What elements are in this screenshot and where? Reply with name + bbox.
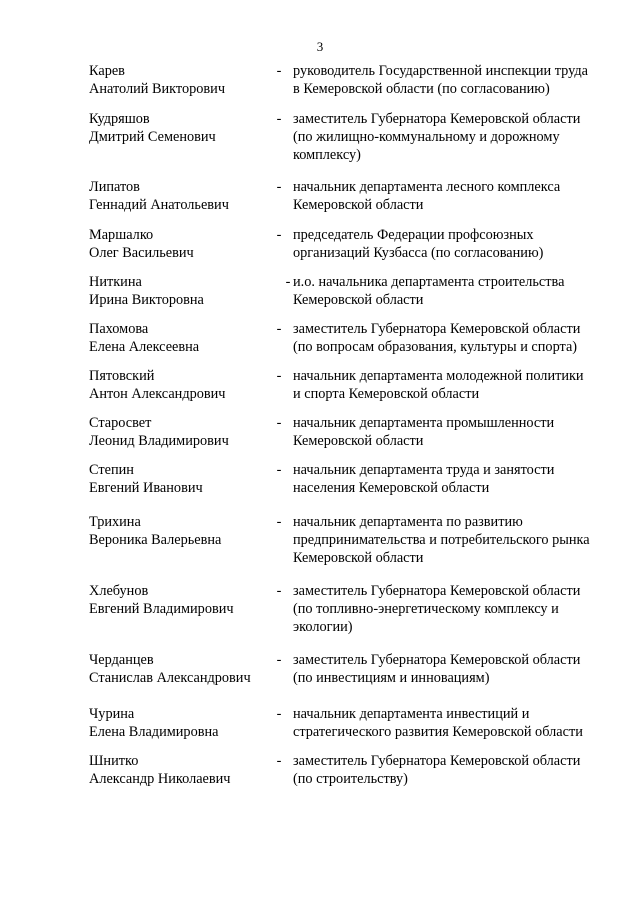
- list-item: [89, 178, 619, 214]
- role-line: руководитель Государственной инспекции труда: [293, 63, 588, 79]
- member-name: [89, 752, 265, 788]
- member-surname: Трихина: [89, 514, 141, 530]
- member-role: [293, 273, 619, 309]
- member-role: [293, 367, 619, 403]
- member-name: [89, 110, 265, 146]
- list-item: [89, 461, 619, 497]
- role-line: начальник департамента молодежной политики: [293, 368, 584, 384]
- member-name: [89, 705, 265, 741]
- member-role: [293, 582, 619, 636]
- separator-dash: -: [276, 706, 282, 722]
- list-item: [89, 367, 619, 403]
- role-line: комплексу): [293, 147, 361, 163]
- member-surname: Старосвет: [89, 415, 152, 431]
- member-given-name: Елена Алексеевна: [89, 339, 200, 355]
- role-line: начальник департамента инвестиций и: [293, 706, 530, 722]
- member-given-name: Александр Николаевич: [89, 771, 231, 787]
- list-item: [89, 752, 619, 788]
- role-line: Кемеровской области: [293, 292, 424, 308]
- member-given-name: Евгений Иванович: [89, 480, 203, 496]
- member-role: [293, 226, 619, 262]
- role-line: экологии): [293, 619, 353, 635]
- member-given-name: Дмитрий Семенович: [89, 129, 216, 145]
- member-surname: Карев: [89, 63, 125, 79]
- role-line: и.о. начальника департамента строительства: [293, 274, 565, 290]
- role-line: заместитель Губернатора Кемеровской области: [293, 753, 581, 769]
- member-role: [293, 414, 619, 450]
- list-item: [89, 705, 619, 741]
- role-line: (по жилищно-коммунальному и дорожному: [293, 129, 560, 145]
- member-surname: Липатов: [89, 179, 140, 195]
- member-surname: Кудряшов: [89, 111, 150, 127]
- member-given-name: Станислав Александрович: [89, 670, 251, 686]
- separator-dash: -: [276, 227, 282, 243]
- member-surname: Ниткина: [89, 274, 142, 290]
- list-item: [89, 414, 619, 450]
- role-line: (по вопросам образования, культуры и спорта): [293, 339, 578, 355]
- list-item: [89, 110, 619, 164]
- role-line: начальник департамента труда и занятости: [293, 462, 555, 478]
- list-item: [89, 62, 619, 98]
- role-line: и спорта Кемеровской области: [293, 386, 480, 402]
- member-name: [89, 226, 265, 262]
- role-line: Кемеровской области: [293, 433, 424, 449]
- member-name: [89, 62, 265, 98]
- member-role: [293, 62, 619, 98]
- separator-dash: -: [276, 514, 282, 530]
- separator-dash: -: [276, 415, 282, 431]
- role-line: Кемеровской области: [293, 197, 424, 213]
- role-line: предпринимательства и потребительского рынка: [293, 532, 590, 548]
- member-surname: Шнитко: [89, 753, 139, 769]
- list-item: [89, 513, 619, 567]
- role-line: начальник департамента лесного комплекса: [293, 179, 561, 195]
- separator-dash: -: [276, 179, 282, 195]
- role-line: (по топливно-энергетическому комплексу и: [293, 601, 559, 617]
- separator-dash: -: [276, 368, 282, 384]
- role-line: заместитель Губернатора Кемеровской области: [293, 652, 581, 668]
- role-line: (по строительству): [293, 771, 408, 787]
- member-name: [89, 414, 265, 450]
- list-item: [89, 320, 619, 356]
- member-surname: Степин: [89, 462, 134, 478]
- role-line: населения Кемеровской области: [293, 480, 490, 496]
- member-given-name: Леонид Владимирович: [89, 433, 229, 449]
- role-line: начальник департамента промышленности: [293, 415, 555, 431]
- member-given-name: Ирина Викторовна: [89, 292, 204, 308]
- member-surname: Чурина: [89, 706, 135, 722]
- member-given-name: Антон Александрович: [89, 386, 226, 402]
- member-given-name: Геннадий Анатольевич: [89, 197, 229, 213]
- separator-dash: -: [276, 321, 282, 337]
- member-surname: Черданцев: [89, 652, 154, 668]
- separator-dash: -: [276, 111, 282, 127]
- member-name: [89, 513, 265, 549]
- member-name: [89, 367, 265, 403]
- separator-dash: -: [276, 652, 282, 668]
- member-given-name: Олег Васильевич: [89, 245, 194, 261]
- member-role: [293, 705, 619, 741]
- member-name: [89, 461, 265, 497]
- member-given-name: Анатолий Викторович: [89, 81, 226, 97]
- role-line: в Кемеровской области (по согласованию): [293, 81, 550, 97]
- member-name: [89, 320, 265, 356]
- list-item: [89, 226, 619, 262]
- role-line: Кемеровской области: [293, 550, 424, 566]
- separator-dash: -: [285, 274, 291, 290]
- member-role: [293, 752, 619, 788]
- list-item: [89, 582, 619, 636]
- member-name: [89, 273, 265, 309]
- members-list: [89, 62, 619, 788]
- member-role: [293, 513, 619, 567]
- separator-dash: -: [276, 753, 282, 769]
- member-surname: Пятовский: [89, 368, 155, 384]
- role-line: заместитель Губернатора Кемеровской области: [293, 583, 581, 599]
- member-surname: Хлебунов: [89, 583, 149, 599]
- role-line: организаций Кузбасса (по согласованию): [293, 245, 544, 261]
- role-line: заместитель Губернатора Кемеровской области: [293, 321, 581, 337]
- role-line: стратегического развития Кемеровской области: [293, 724, 583, 740]
- separator-dash: -: [276, 462, 282, 478]
- separator-dash: -: [276, 583, 282, 599]
- member-role: [293, 178, 619, 214]
- member-name: [89, 178, 265, 214]
- member-given-name: Елена Владимировна: [89, 724, 219, 740]
- member-name: [89, 582, 265, 618]
- role-line: заместитель Губернатора Кемеровской области: [293, 111, 581, 127]
- member-surname: Пахомова: [89, 321, 149, 337]
- role-line: начальник департамента по развитию: [293, 514, 523, 530]
- member-role: [293, 320, 619, 356]
- member-given-name: Вероника Валерьевна: [89, 532, 222, 548]
- member-role: [293, 110, 619, 164]
- role-line: (по инвестициям и инновациям): [293, 670, 490, 686]
- role-line: председатель Федерации профсоюзных: [293, 227, 534, 243]
- member-role: [293, 461, 619, 497]
- separator-dash: -: [276, 63, 282, 79]
- member-name: [89, 651, 265, 687]
- list-item: [89, 651, 619, 687]
- list-item: [89, 273, 619, 309]
- member-surname: Маршалко: [89, 227, 154, 243]
- member-given-name: Евгений Владимирович: [89, 601, 234, 617]
- member-role: [293, 651, 619, 687]
- page-number: 3: [316, 39, 324, 54]
